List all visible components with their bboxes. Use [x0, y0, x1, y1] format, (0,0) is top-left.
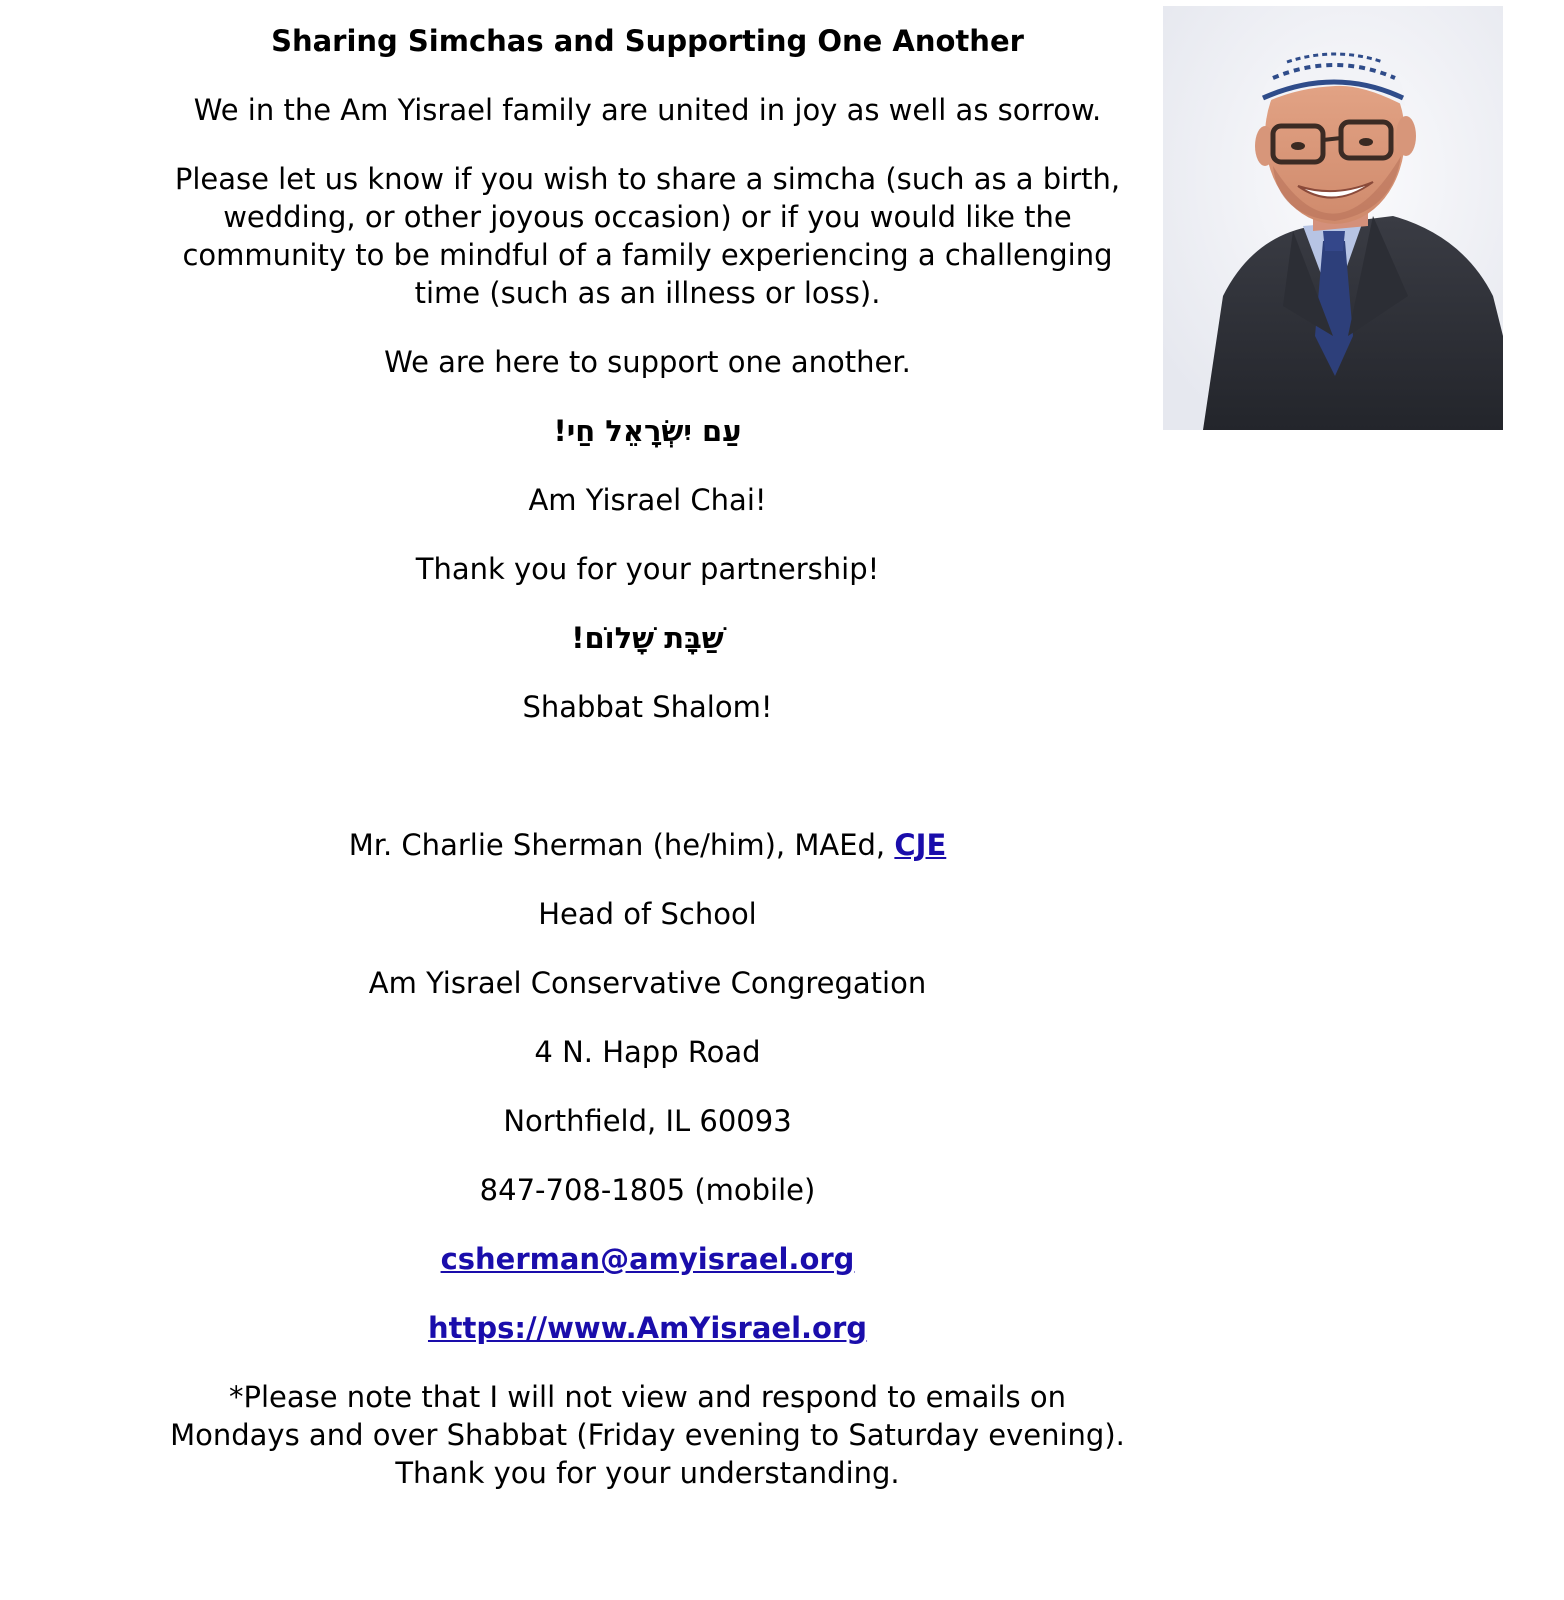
am-yisrael-chai: Am Yisrael Chai!: [528, 483, 767, 517]
email-link[interactable]: csherman@amyisrael.org: [440, 1242, 855, 1276]
section-heading: Sharing Simchas and Supporting One Another: [271, 24, 1024, 58]
website-link[interactable]: https://www.AmYisrael.org: [427, 1311, 868, 1345]
cje-link[interactable]: CJE: [894, 828, 947, 862]
signature-name: Mr. Charlie Sherman (he/him), MAEd,: [348, 828, 895, 862]
email-line: [160, 1240, 1135, 1278]
headshot-photo: [1163, 6, 1503, 430]
spacer: [160, 757, 1135, 826]
availability-note: *Please note that I will not view and respond to emails on Mondays and over Shabbat (Friday evening to Saturday evening). Thank you for your understanding.: [170, 1380, 1125, 1490]
signature-name-line: [160, 826, 1135, 864]
hebrew-shabbat-shalom: שַׁבָּת שָׁלוֹם!: [571, 621, 724, 655]
email-body: [160, 22, 1135, 1523]
signature-title: Head of School: [538, 897, 757, 931]
headshot-illustration: [1163, 6, 1503, 430]
share-request-paragraph: Please let us know if you wish to share a simcha (such as a birth, wedding, or other joyous occasion) or if you would like the community to be mindful of a family experiencing a challenging time (such as an illness or loss).: [174, 162, 1121, 310]
shabbat-shalom: Shabbat Shalom!: [522, 690, 773, 724]
unity-paragraph: We in the Am Yisrael family are united in joy as well as sorrow.: [193, 93, 1102, 127]
thanks-line: Thank you for your partnership!: [415, 552, 880, 586]
signature-city: Northfield, IL 60093: [503, 1104, 792, 1138]
signature-phone: 847-708-1805 (mobile): [479, 1173, 816, 1207]
hebrew-am-yisrael-chai: עַם יִשְׂרָאֵל חַי!: [553, 414, 742, 448]
support-paragraph: We are here to support one another.: [384, 345, 911, 379]
website-line: [160, 1309, 1135, 1347]
signature-organization: Am Yisrael Conservative Congregation: [368, 966, 927, 1000]
signature-street: 4 N. Happ Road: [534, 1035, 761, 1069]
